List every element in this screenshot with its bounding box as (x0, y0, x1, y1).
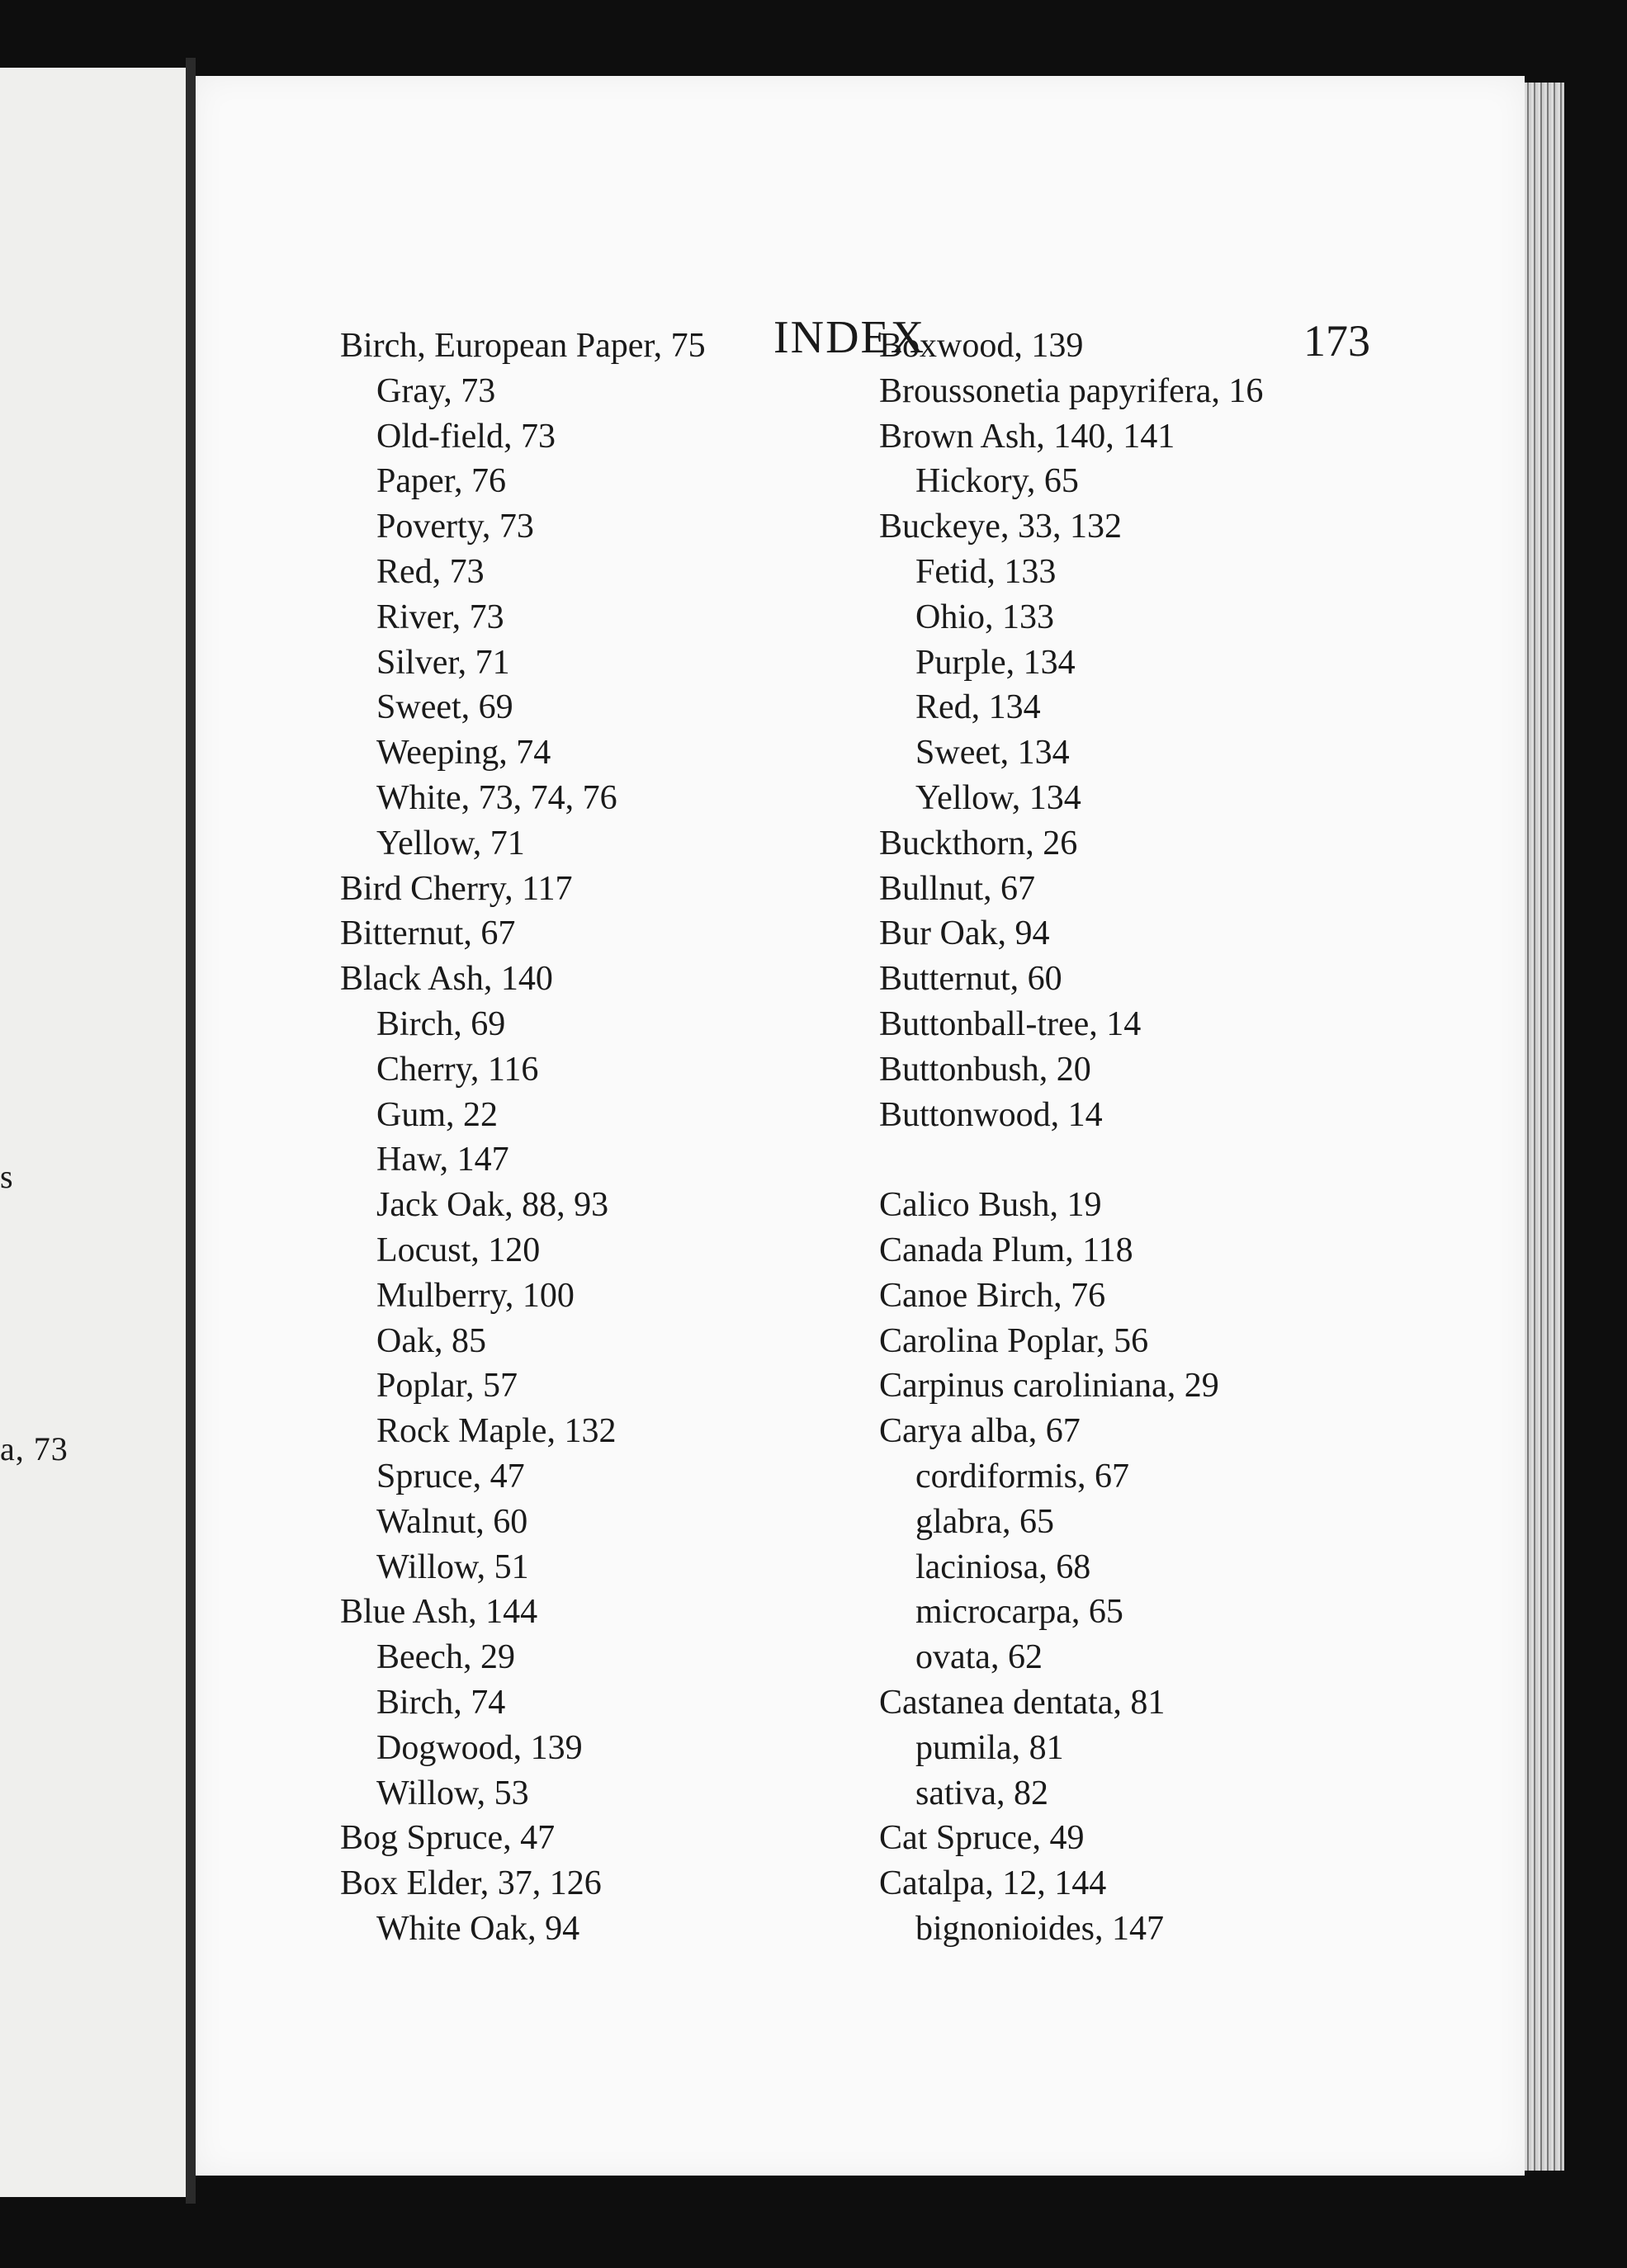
index-entry: Canada Plum, 118 (879, 1231, 1133, 1269)
index-entry: Birch, European Paper, 75 (340, 327, 706, 365)
index-subentry: Ohio, 133 (915, 598, 1054, 636)
running-head: INDEX (773, 312, 926, 363)
page-stack-edges (1525, 83, 1564, 2171)
index-subentry: White, 73, 74, 76 (376, 778, 617, 817)
index-subentry: Birch, 74 (376, 1683, 506, 1722)
index-subentry: Haw, 147 (376, 1141, 509, 1179)
index-subentry: Rock Maple, 132 (376, 1412, 617, 1451)
index-letter-gap (879, 1137, 1263, 1183)
index-entry: Carya alba, 67 (879, 1412, 1081, 1451)
index-entry: Buttonball-tree, 14 (879, 1004, 1142, 1043)
index-subentry: Silver, 71 (376, 643, 510, 682)
index-subentry: Red, 73 (376, 552, 485, 591)
index-entry: Carpinus caroliniana, 29 (879, 1367, 1219, 1406)
index-subentry: Mulberry, 100 (376, 1276, 575, 1315)
index-subentry: microcarpa, 65 (915, 1593, 1123, 1632)
index-subentry: Gray, 73 (376, 371, 496, 410)
index-subentry: Birch, 69 (376, 1004, 506, 1043)
index-entry: Bullnut, 67 (879, 869, 1036, 908)
index-entry: Bog Spruce, 47 (340, 1819, 556, 1858)
index-entry: Blue Ash, 144 (340, 1593, 538, 1632)
index-subentry: sativa, 82 (915, 1774, 1048, 1812)
index-page (196, 76, 1525, 2176)
index-subentry: Purple, 134 (915, 643, 1076, 682)
index-subentry: pumila, 81 (915, 1728, 1064, 1767)
facing-page-edge (0, 68, 186, 2197)
index-subentry: laciniosa, 68 (915, 1547, 1091, 1586)
index-subentry: Old-field, 73 (376, 417, 556, 456)
index-entry: Catalpa, 12, 144 (879, 1864, 1107, 1903)
index-subentry: Oak, 85 (376, 1321, 486, 1360)
index-subentry: Weeping, 74 (376, 734, 551, 773)
index-subentry: Cherry, 116 (376, 1050, 539, 1089)
index-entry: Buttonwood, 14 (879, 1095, 1103, 1134)
index-subentry: Willow, 51 (376, 1547, 529, 1586)
index-entry: Buckeye, 33, 132 (879, 508, 1122, 546)
index-subentry: Yellow, 71 (376, 824, 525, 862)
index-entry: Castanea dentata, 81 (879, 1683, 1166, 1722)
index-subentry: Willow, 53 (376, 1774, 529, 1812)
index-entry: Canoe Birch, 76 (879, 1276, 1106, 1315)
index-entry: Bird Cherry, 117 (340, 869, 573, 908)
index-subentry: Fetid, 133 (915, 552, 1057, 591)
index-subentry: Paper, 76 (376, 462, 506, 501)
index-subentry: Red, 134 (915, 688, 1041, 727)
facing-page-text-fragment: s (0, 1158, 13, 1195)
index-subentry: River, 73 (376, 598, 504, 636)
index-subentry: Sweet, 69 (376, 688, 513, 727)
index-entry: Bur Oak, 94 (879, 914, 1050, 953)
index-entry: Broussonetia papyrifera, 16 (879, 371, 1264, 410)
index-subentry: cordiformis, 67 (915, 1457, 1129, 1495)
index-subentry: White Oak, 94 (376, 1909, 580, 1948)
index-entry: Box Elder, 37, 126 (340, 1864, 602, 1903)
index-entry: Buttonbush, 20 (879, 1050, 1091, 1089)
index-subentry: Gum, 22 (376, 1095, 498, 1134)
index-entry: Butternut, 60 (879, 960, 1062, 999)
index-column-left (340, 324, 706, 1952)
index-subentry: Jack Oak, 88, 93 (376, 1186, 609, 1225)
index-subentry: Poverty, 73 (376, 508, 534, 546)
index-subentry: ovata, 62 (915, 1638, 1043, 1677)
index-subentry: glabra, 65 (915, 1502, 1054, 1541)
index-subentry: Spruce, 47 (376, 1457, 525, 1495)
page-number: 173 (1303, 316, 1370, 366)
index-entry: Brown Ash, 140, 141 (879, 417, 1175, 456)
index-subentry: Yellow, 134 (915, 778, 1081, 817)
index-column-right (879, 324, 1263, 1952)
index-entry: Cat Spruce, 49 (879, 1819, 1085, 1858)
index-entry: Bitternut, 67 (340, 914, 516, 953)
index-subentry: bignonioides, 147 (915, 1909, 1164, 1948)
index-subentry: Locust, 120 (376, 1231, 541, 1269)
index-entry: Boxwood, 139 (879, 327, 1084, 365)
index-subentry: Dogwood, 139 (376, 1728, 583, 1767)
book-gutter (186, 58, 196, 2204)
index-entry: Buckthorn, 26 (879, 824, 1078, 862)
index-subentry: Poplar, 57 (376, 1367, 518, 1406)
index-entry: Carolina Poplar, 56 (879, 1321, 1149, 1360)
index-entry: Black Ash, 140 (340, 960, 553, 999)
index-subentry: Sweet, 134 (915, 734, 1070, 773)
facing-page-text-fragment: a, 73 (0, 1430, 69, 1467)
index-subentry: Beech, 29 (376, 1638, 515, 1677)
index-subentry: Hickory, 65 (915, 462, 1079, 501)
index-subentry: Walnut, 60 (376, 1502, 528, 1541)
index-entry: Calico Bush, 19 (879, 1186, 1102, 1225)
